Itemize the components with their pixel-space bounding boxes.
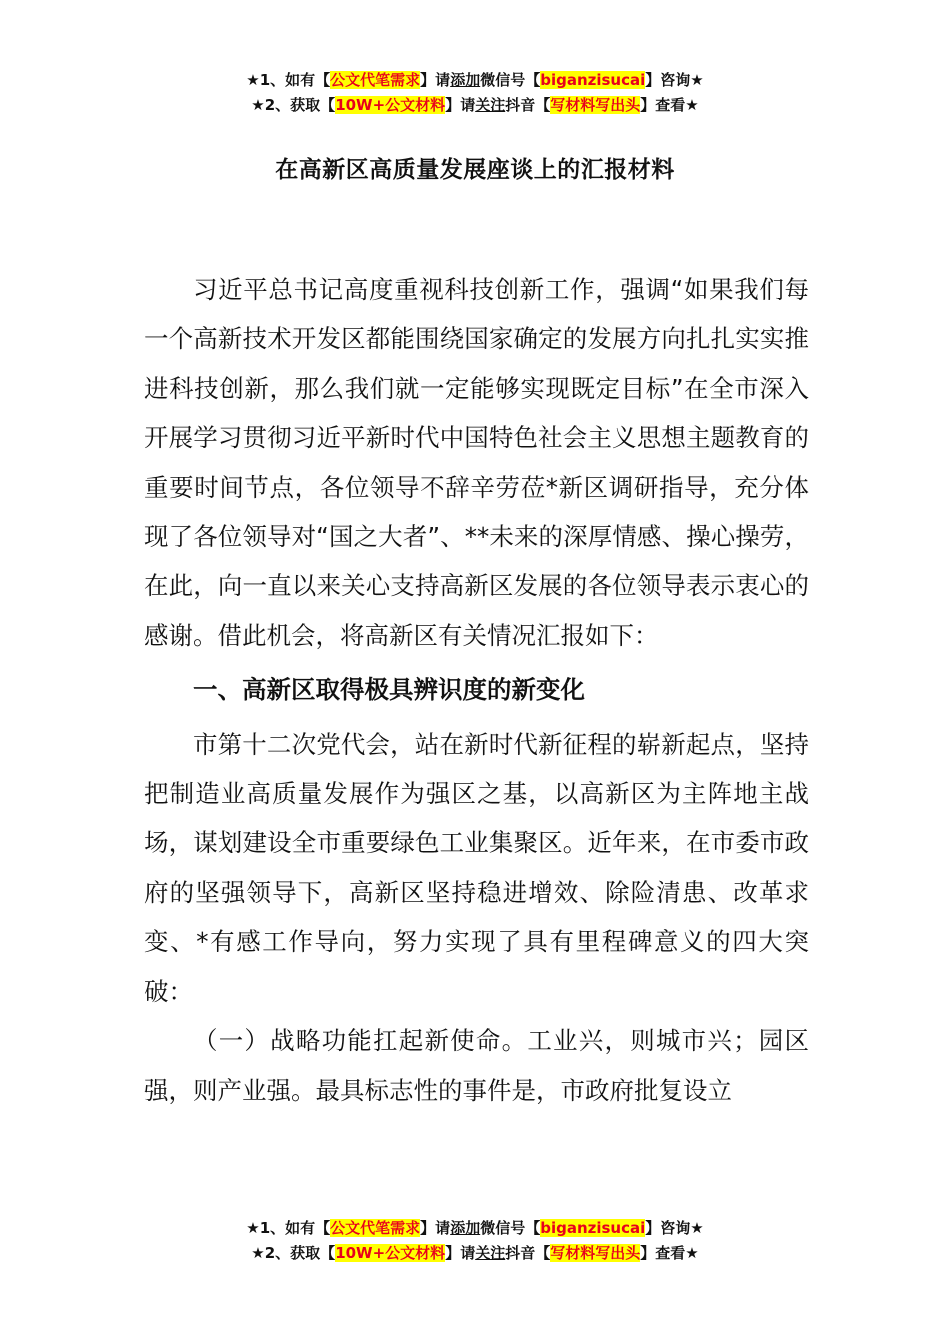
promo-line-2: [0, 93, 950, 118]
promo-highlight: biganzisucai: [540, 1219, 646, 1237]
promo-highlight: 写材料写出头: [550, 1244, 641, 1262]
document-title: 在高新区高质量发展座谈上的汇报材料: [275, 157, 675, 183]
promo-line-1: [0, 68, 950, 93]
promo-text: 】请: [445, 96, 476, 114]
intro-paragraph: 习近平总书记高度重视科技创新工作，强调“如果我们每一个高新技术开发区都能围绕国家确定的发展方向扎扎实实推进科技创新，那么我们就一定能够实现既定目标”在全市深入开展学习贯彻习近平新时代中国特色社会主义思想主题教育的重要时间节点，各位领导不辞辛劳莅*新区调研指导，充分体现了各位领导对“国之大者”、**未来的深厚情感、操心操劳，在此，向一直以来关心支持高新区发展的各位领导表示衷心的感谢。借此机会，将高新区有关情况汇报如下：: [144, 275, 809, 650]
promo-highlight: 公文代笔需求: [330, 71, 421, 89]
promo-underline: 添加: [450, 1219, 481, 1237]
promo-text: 抖音【: [505, 1244, 551, 1262]
promo-text: 】请: [420, 71, 451, 89]
document-body: [144, 265, 809, 1115]
body-paragraph: （一）战略功能扛起新使命。工业兴，则城市兴；园区强，则产业强。最具标志性的事件是，市政府批复设立: [144, 1026, 809, 1105]
promo-highlight: 写材料写出头: [550, 96, 641, 114]
promo-text: 】查看★: [640, 1244, 699, 1262]
body-paragraph: 市第十二次党代会，站在新时代新征程的崭新起点，坚持把制造业高质量发展作为强区之基，以高新区为主阵地主战场，谋划建设全市重要绿色工业集聚区。近年来，在市委市政府的坚强领导下，高新区坚持稳进增效、除险清患、改革求变、*有感工作导向，努力实现了具有里程碑意义的四大突破：: [144, 729, 809, 1006]
promo-text: ★1、如有【: [246, 71, 331, 89]
promo-underline: 关注: [475, 96, 506, 114]
promo-underline: 添加: [450, 71, 481, 89]
promo-highlight: 公文代笔需求: [330, 1219, 421, 1237]
promo-text: 微信号【: [480, 1219, 541, 1237]
promo-text: ★1、如有【: [246, 1219, 331, 1237]
promo-text: ★2、获取【: [251, 96, 336, 114]
promo-text: 微信号【: [480, 71, 541, 89]
promo-text: 】咨询★: [645, 1219, 704, 1237]
promo-underline: 关注: [475, 1244, 506, 1262]
promo-banner-top: [0, 68, 950, 118]
promo-highlight: 10W+公文材料: [335, 1244, 446, 1262]
promo-text: 】查看★: [640, 96, 699, 114]
promo-line-1: [0, 1216, 950, 1241]
promo-line-2: [0, 1241, 950, 1266]
promo-highlight: biganzisucai: [540, 71, 646, 89]
promo-text: 】请: [445, 1244, 476, 1262]
promo-text: 】咨询★: [645, 71, 704, 89]
promo-text: 】请: [420, 1219, 451, 1237]
promo-highlight: 10W+公文材料: [335, 96, 446, 114]
section-heading: 一、高新区取得极具辨识度的新变化: [193, 675, 585, 705]
promo-text: 抖音【: [505, 96, 551, 114]
promo-text: ★2、获取【: [251, 1244, 336, 1262]
promo-banner-bottom: [0, 1216, 950, 1266]
